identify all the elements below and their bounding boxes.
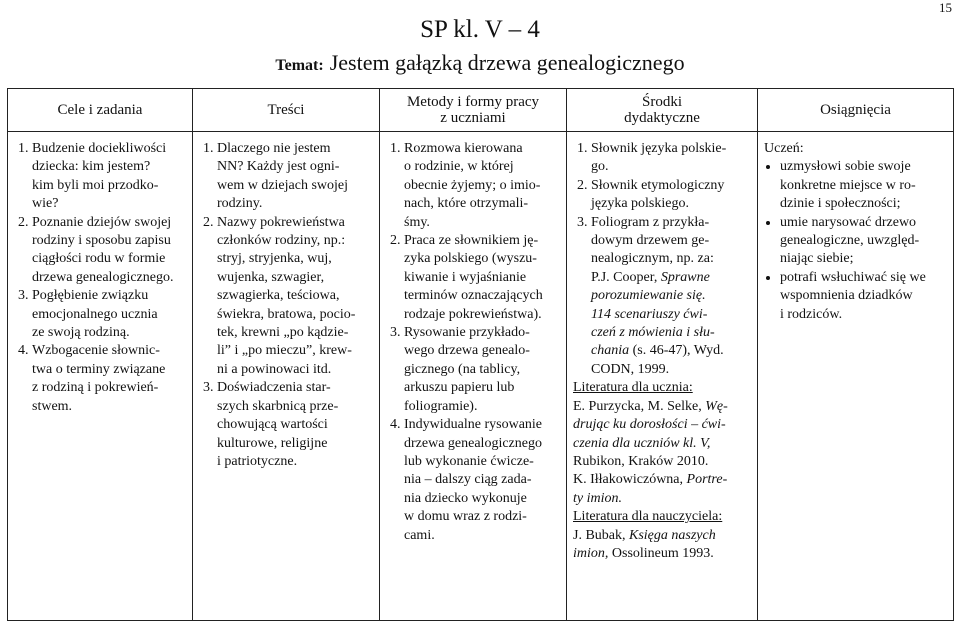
cooper-line1: P.J. Cooper, Sprawne — [591, 269, 710, 285]
list-item — [404, 324, 560, 416]
list-item-line: szwagierka, teściowa, — [217, 288, 340, 304]
list-item-line: ni a powinowaci itd. — [217, 361, 332, 377]
list-item-line: i patriotyczne. — [217, 453, 298, 469]
list-item-line: arkuszu papieru lub — [404, 380, 515, 396]
list-item-line: NN? Każdy jest ogni- — [217, 159, 340, 175]
list-item — [217, 140, 373, 214]
list-item-line: 4. Wzbogacenie słownic- — [32, 343, 160, 359]
list-item-line: • uzmysłowi sobie swoje — [780, 159, 911, 175]
list-item — [217, 214, 373, 380]
header-osiagniecia: Osiągnięcia — [758, 89, 954, 132]
cooper-line4: czeń z mówienia i słu- — [591, 325, 715, 341]
list-item-line: 3. Rysowanie przykłado- — [404, 325, 530, 341]
list-item-line: zyka polskiego (wyszu- — [404, 251, 537, 267]
list-item-line: w domu wraz z rodzi- — [404, 509, 527, 525]
list-item-line: kiwanie i wyjaśnianie — [404, 269, 527, 285]
header-cele: Cele i zadania — [8, 89, 193, 132]
cell-cele — [8, 132, 193, 621]
list-item-line: języka polskiego. — [591, 196, 689, 212]
topic-label: Temat: — [275, 57, 324, 74]
list-item-line: terminów oznaczających — [404, 288, 543, 304]
list-item — [780, 214, 947, 269]
list-item — [32, 140, 186, 214]
list-item — [404, 416, 560, 545]
illak-line1: K. Iłłakowiczówna, Portre- — [573, 472, 728, 488]
list-item-line: świekra, bratowa, pocio- — [217, 306, 356, 322]
list-item-line: wie? — [32, 196, 59, 212]
list-item-line: wspomnienia dziadków — [780, 288, 913, 304]
purzycka-line2: drując ku dorosłości – ćwi- — [573, 417, 726, 433]
cooper-line5: chania (s. 46-47), Wyd. — [591, 343, 724, 359]
list-item-line: 3. Pogłębienie związku — [32, 288, 149, 304]
list-item — [591, 140, 751, 177]
header-srodki — [567, 89, 758, 132]
list-item-line: drzewa genealogicznego. — [32, 269, 174, 285]
list-item-line: o rodzinie, w której — [404, 159, 514, 175]
topic-value: Jestem gałązką drzewa genealogicznego — [329, 50, 685, 75]
cell-osiagniecia — [758, 132, 954, 621]
list-item-line: emocjonalnego ucznia — [32, 306, 158, 322]
list-item-line: nach, które otrzymali- — [404, 196, 529, 212]
tresci-list — [199, 140, 373, 471]
list-item-line: nealogicznym, np. za: — [591, 251, 714, 267]
cell-srodki — [567, 132, 758, 621]
list-item-line: rodziny. — [217, 196, 263, 212]
list-item-line: 2. Poznanie dziejów swojej — [32, 214, 172, 230]
bubak-line2: imion, Ossolineum 1993. — [573, 545, 714, 561]
list-item-line: 2. Praca ze słownikiem ję- — [404, 233, 539, 249]
list-item-line: 4. Indywidualne rysowanie — [404, 417, 543, 433]
list-item-line: stwem. — [32, 398, 73, 414]
osiagniecia-list — [764, 158, 947, 324]
list-item-line: 3. Doświadczenia star- — [217, 380, 331, 396]
lesson-plan-table — [7, 88, 954, 621]
list-item-line: ze swoją rodziną. — [32, 325, 130, 341]
list-item-line: cami. — [404, 527, 435, 543]
list-item — [591, 214, 751, 269]
osiagniecia-intro: Uczeń: — [764, 141, 804, 156]
list-item-line: kulturowe, religijne — [217, 435, 328, 451]
cele-list — [14, 140, 186, 416]
list-item-line: 1. Dlaczego nie jestem — [217, 141, 331, 156]
list-item — [32, 214, 186, 288]
list-item-line: drzewa genealogicznego — [404, 435, 542, 451]
list-item-line: i rodziców. — [780, 306, 843, 322]
cooper-line2: porozumiewanie się. — [591, 288, 706, 304]
bubak-line1: J. Bubak, Księga naszych — [573, 527, 716, 543]
list-item-line: szych skarbnicą prze- — [217, 398, 339, 414]
list-item-line: śmy. — [404, 214, 430, 230]
cell-tresci — [193, 132, 380, 621]
purzycka-line3: czenia dla uczniów kl. V, — [573, 435, 711, 451]
purzycka-line4: Rubikon, Kraków 2010. — [573, 453, 709, 469]
srodki-list — [573, 140, 751, 269]
list-item-line: rodziny i sposobu zapisu — [32, 233, 171, 249]
list-item — [32, 287, 186, 342]
list-item-line: lub wykonanie ćwicze- — [404, 453, 534, 469]
list-item-line: 3. Foliogram z przykła- — [591, 214, 710, 230]
list-item-line: li” i „po mieczu”, krew- — [217, 343, 352, 359]
list-item — [32, 342, 186, 416]
list-item-line: chowującą wartości — [217, 417, 328, 433]
cell-metody — [380, 132, 567, 621]
list-item — [780, 158, 947, 213]
list-item-line: stryj, stryjenka, wuj, — [217, 251, 332, 267]
list-item-line: niając siebie; — [780, 251, 854, 267]
list-item-line: rodzaje pokrewieństwa). — [404, 306, 542, 322]
list-item-line: dowym drzewem ge- — [591, 233, 710, 249]
list-item-line: nia – dalszy ciąg zada- — [404, 472, 532, 488]
list-item — [780, 269, 947, 324]
list-item — [217, 379, 373, 471]
list-item-line: kim byli moi przodko- — [32, 177, 159, 193]
header-metody-line2: z uczniami — [440, 110, 506, 126]
list-item-line: 1. Budzenie dociekliwości — [32, 141, 167, 156]
list-item-line: 2. Słownik etymologiczny — [591, 177, 725, 193]
list-item-line: 2. Nazwy pokrewieństwa — [217, 214, 345, 230]
purzycka-line1: E. Purzycka, M. Selke, Wę- — [573, 398, 728, 414]
list-item-line: z rodziną i pokrewień- — [32, 380, 159, 396]
list-item-line: dziecka: kim jestem? — [32, 159, 151, 175]
list-item-line: konkretne miejsce w ro- — [780, 177, 916, 193]
list-item-line: dzinie i społeczności; — [780, 196, 901, 212]
header-srodki-line1: Środki — [641, 94, 682, 110]
list-item-line: nia dziecko wykonuje — [404, 490, 527, 506]
header-metody-line1: Metody i formy pracy — [406, 94, 540, 110]
header-tresci: Treści — [193, 89, 380, 132]
lit-uczniow-heading: Literatura dla ucznia: — [573, 380, 693, 396]
header-metody — [380, 89, 567, 132]
lit-naucz-heading: Literatura dla nauczyciela: — [573, 509, 723, 525]
list-item-line: • potrafi wsłuchiwać się we — [780, 269, 926, 285]
list-item-line: obecnie żyjemy; o imio- — [404, 177, 541, 193]
list-item-line: wujenka, szwagier, — [217, 269, 325, 285]
topic — [0, 50, 960, 76]
list-item-line: tek, krewni „po kądzie- — [217, 325, 349, 341]
list-item-line: ciągłości rodu w formie — [32, 251, 166, 267]
cooper-line3: 114 scenariuszy ćwi- — [591, 306, 708, 322]
list-item-line: gicznego (na tablicy, — [404, 361, 521, 377]
list-item — [404, 140, 560, 232]
list-item-line: wego drzewa genealo- — [404, 343, 530, 359]
list-item-line: twa o terminy związane — [32, 361, 166, 377]
header-srodki-line2: dydaktyczne — [624, 110, 700, 126]
page-number: 15 — [939, 0, 952, 15]
list-item-line: wem w dziejach swojej — [217, 177, 349, 193]
list-item-line: • umie narysować drzewo — [780, 214, 917, 230]
list-item-line: 1. Rozmowa kierowana — [404, 141, 523, 156]
list-item — [591, 177, 751, 214]
list-item-line: go. — [591, 159, 609, 175]
illak-line2: ty imion. — [573, 490, 622, 506]
list-item-line: foliogramie). — [404, 398, 478, 414]
page-title: SP kl. V – 4 — [420, 16, 540, 43]
list-item — [404, 232, 560, 324]
metody-list — [386, 140, 560, 545]
list-item-line: 1. Słownik języka polskie- — [591, 141, 727, 156]
list-item-line: członków rodziny, np.: — [217, 233, 346, 249]
cooper-line6: CODN, 1999. — [591, 361, 670, 377]
list-item-line: genealogiczne, uwzględ- — [780, 233, 920, 249]
